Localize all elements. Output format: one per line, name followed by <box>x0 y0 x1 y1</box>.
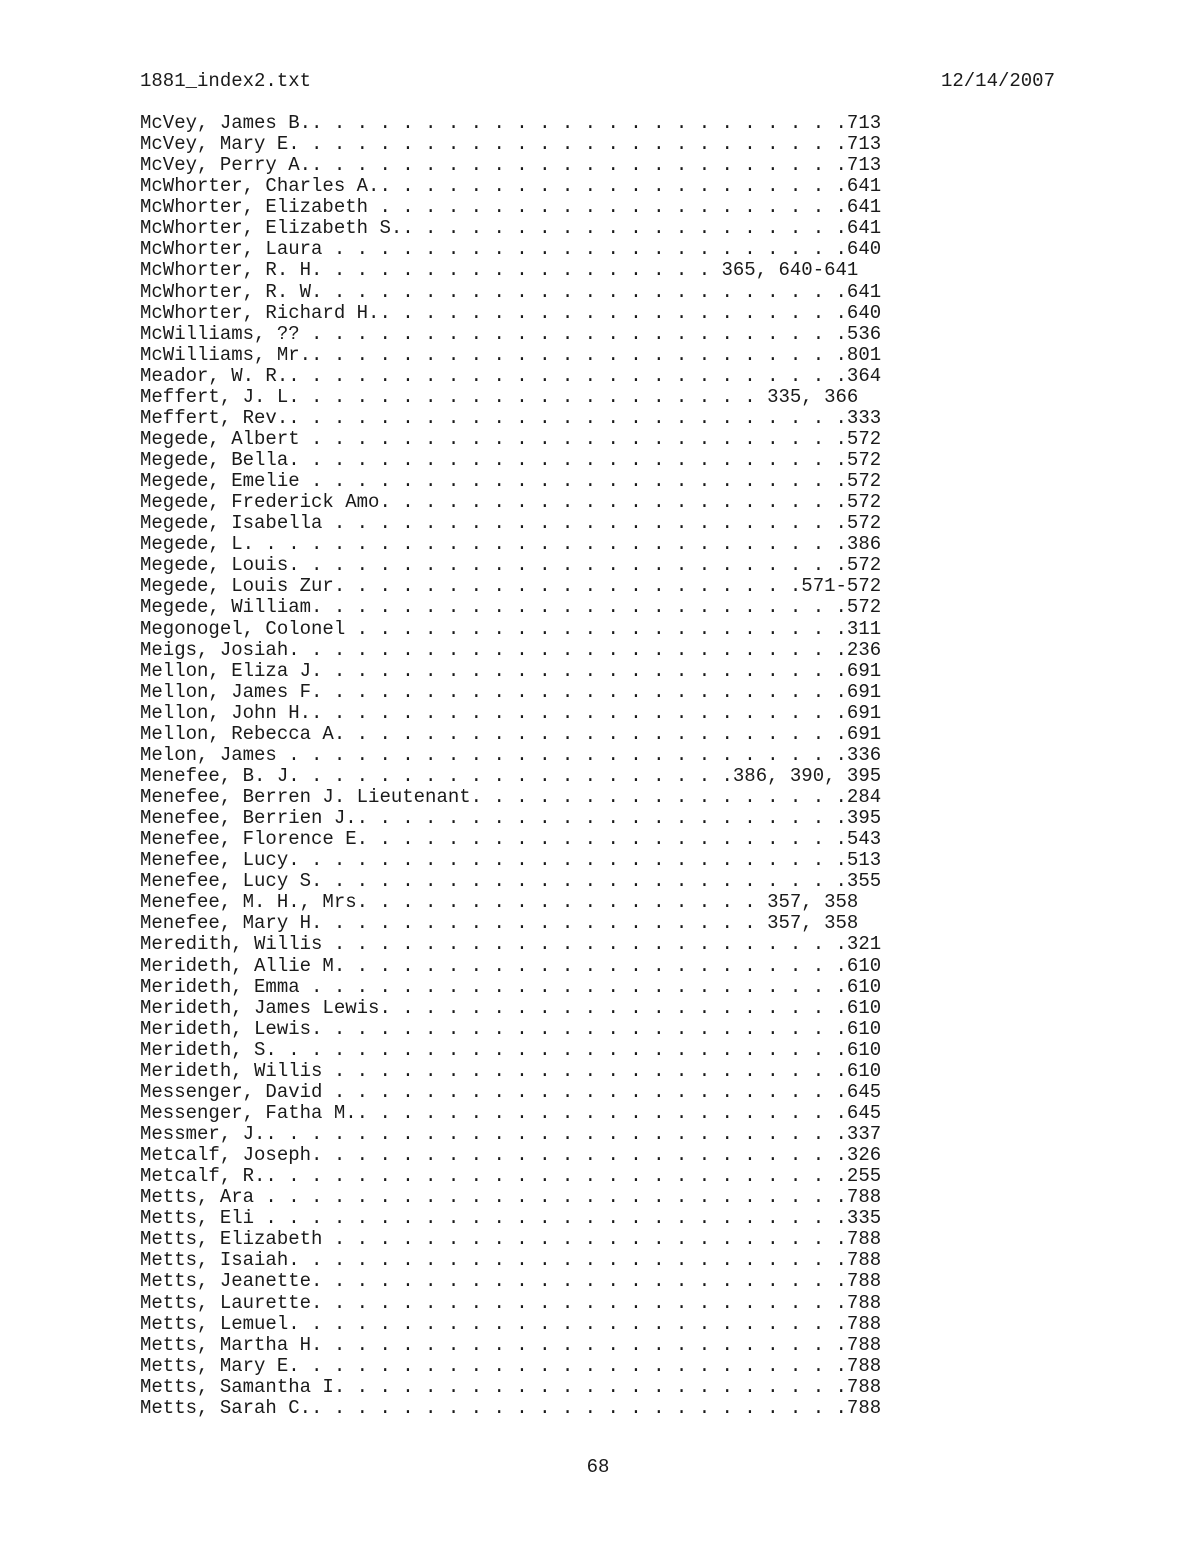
index-entry: Megede, Louis. . . . . . . . . . . . . . . . . . . . . . . . .572 <box>140 554 882 577</box>
index-entry: Megede, Louis Zur. . . . . . . . . . . . . . . . . . . . .571-572 <box>140 575 882 598</box>
print-date: 12/14/2007 <box>940 70 1055 92</box>
index-entry: Messenger, David . . . . . . . . . . . . . . . . . . . . . . .645 <box>140 1080 882 1103</box>
index-entry: Metts, Sarah C.. . . . . . . . . . . . . . . . . . . . . . . .788 <box>140 1396 882 1419</box>
index-entry: Menefee, Florence E. . . . . . . . . . . . . . . . . . . . . .543 <box>140 828 882 851</box>
index-entry: McWhorter, Laura . . . . . . . . . . . . . . . . . . . . . . .640 <box>140 238 882 261</box>
index-entry: Metts, Martha H. . . . . . . . . . . . . . . . . . . . . . . .788 <box>140 1333 882 1356</box>
index-entry: Metts, Isaiah. . . . . . . . . . . . . . . . . . . . . . . . .788 <box>140 1249 882 1272</box>
index-entry: Meredith, Willis . . . . . . . . . . . . . . . . . . . . . . .321 <box>140 933 882 956</box>
index-entry: Meigs, Josiah. . . . . . . . . . . . . . . . . . . . . . . . .236 <box>140 638 882 661</box>
index-entry: Megede, Frederick Amo. . . . . . . . . . . . . . . . . . . . .572 <box>140 491 882 514</box>
index-entry: McWhorter, Richard H.. . . . . . . . . . . . . . . . . . . . .640 <box>140 301 882 324</box>
index-entry: Messenger, Fatha M.. . . . . . . . . . . . . . . . . . . . . .645 <box>140 1101 882 1124</box>
index-entry: Meador, W. R.. . . . . . . . . . . . . . . . . . . . . . . . .364 <box>140 364 882 387</box>
index-entry: Menefee, Berrien J.. . . . . . . . . . . . . . . . . . . . . .395 <box>140 807 882 830</box>
index-entry: Metts, Elizabeth . . . . . . . . . . . . . . . . . . . . . . .788 <box>140 1228 882 1251</box>
index-entry: Merideth, S. . . . . . . . . . . . . . . . . . . . . . . . . .610 <box>140 1038 882 1061</box>
index-entry: McWhorter, Charles A.. . . . . . . . . . . . . . . . . . . . .641 <box>140 175 882 198</box>
index-entry: Menefee, Lucy. . . . . . . . . . . . . . . . . . . . . . . . .513 <box>140 849 882 872</box>
index-entry: Megede, Isabella . . . . . . . . . . . . . . . . . . . . . . .572 <box>140 512 882 535</box>
index-entry: Mellon, Rebecca A. . . . . . . . . . . . . . . . . . . . . . .691 <box>140 722 882 745</box>
file-name: 1881_index2.txt <box>140 70 312 92</box>
index-entry: Meffert, J. L. . . . . . . . . . . . . . . . . . . . . 335, 366 <box>140 385 859 408</box>
index-entry: Megede, Emelie . . . . . . . . . . . . . . . . . . . . . . . .572 <box>140 470 882 493</box>
index-entry: Merideth, Emma . . . . . . . . . . . . . . . . . . . . . . . .610 <box>140 975 882 998</box>
index-entry: McWilliams, Mr.. . . . . . . . . . . . . . . . . . . . . . . .801 <box>140 343 882 366</box>
index-entry: Metcalf, R.. . . . . . . . . . . . . . . . . . . . . . . . . .255 <box>140 1165 882 1188</box>
page-number: 68 <box>586 1456 610 1478</box>
index-entry: McWilliams, ?? . . . . . . . . . . . . . . . . . . . . . . . .536 <box>140 322 882 345</box>
index-entry: Megede, William. . . . . . . . . . . . . . . . . . . . . . . .572 <box>140 596 882 619</box>
index-entry: Metts, Eli . . . . . . . . . . . . . . . . . . . . . . . . . .335 <box>140 1207 882 1230</box>
index-entry: Megonogel, Colonel . . . . . . . . . . . . . . . . . . . . . .311 <box>140 617 882 640</box>
index-entry: McWhorter, R. W. . . . . . . . . . . . . . . . . . . . . . . .641 <box>140 280 882 303</box>
index-entry: Merideth, Lewis. . . . . . . . . . . . . . . . . . . . . . . .610 <box>140 1017 882 1040</box>
index-entries-list <box>140 113 881 1419</box>
index-entry: Merideth, James Lewis. . . . . . . . . . . . . . . . . . . . .610 <box>140 996 882 1019</box>
index-entry: Metts, Ara . . . . . . . . . . . . . . . . . . . . . . . . . .788 <box>140 1186 882 1209</box>
index-entry: McWhorter, Elizabeth S.. . . . . . . . . . . . . . . . . . . .641 <box>140 217 882 240</box>
index-entry: Menefee, M. H., Mrs. . . . . . . . . . . . . . . . . . 357, 358 <box>140 891 859 914</box>
index-entry: Mellon, John H.. . . . . . . . . . . . . . . . . . . . . . . .691 <box>140 701 882 724</box>
index-entry: Metts, Samantha I. . . . . . . . . . . . . . . . . . . . . . .788 <box>140 1375 882 1398</box>
index-entry: Menefee, Berren J. Lieutenant. . . . . . . . . . . . . . . . .284 <box>140 786 882 808</box>
index-entry: Merideth, Willis . . . . . . . . . . . . . . . . . . . . . . .610 <box>140 1059 882 1082</box>
index-entry: Metts, Laurette. . . . . . . . . . . . . . . . . . . . . . . .788 <box>140 1291 882 1314</box>
index-entry: Meffert, Rev.. . . . . . . . . . . . . . . . . . . . . . . . .333 <box>140 406 882 429</box>
index-entry: Menefee, Lucy S. . . . . . . . . . . . . . . . . . . . . . . .355 <box>140 870 882 893</box>
index-entry: McVey, Perry A.. . . . . . . . . . . . . . . . . . . . . . . .713 <box>140 154 882 177</box>
index-entry: Menefee, B. J. . . . . . . . . . . . . . . . . . . .386, 390, 395 <box>140 764 882 787</box>
index-entry: Metcalf, Joseph. . . . . . . . . . . . . . . . . . . . . . . .326 <box>140 1144 882 1167</box>
index-entry: Merideth, Allie M. . . . . . . . . . . . . . . . . . . . . . .610 <box>140 954 882 977</box>
index-entry: Metts, Mary E. . . . . . . . . . . . . . . . . . . . . . . . .788 <box>140 1354 882 1377</box>
index-entry: McVey, Mary E. . . . . . . . . . . . . . . . . . . . . . . . .713 <box>140 133 882 156</box>
index-entry: Mellon, James F. . . . . . . . . . . . . . . . . . . . . . . .691 <box>140 680 882 703</box>
index-entry: McWhorter, R. H. . . . . . . . . . . . . . . . . . 365, 640-641 <box>140 259 859 282</box>
index-entry: Melon, James . . . . . . . . . . . . . . . . . . . . . . . . .336 <box>140 743 882 766</box>
index-entry: Menefee, Mary H. . . . . . . . . . . . . . . . . . . . 357, 358 <box>140 912 859 935</box>
index-entry: McWhorter, Elizabeth . . . . . . . . . . . . . . . . . . . . .641 <box>140 196 882 219</box>
index-entry: McVey, James B.. . . . . . . . . . . . . . . . . . . . . . . .713 <box>140 112 882 134</box>
index-entry: Messmer, J.. . . . . . . . . . . . . . . . . . . . . . . . . .337 <box>140 1123 882 1145</box>
index-entry: Megede, Bella. . . . . . . . . . . . . . . . . . . . . . . . .572 <box>140 449 882 471</box>
index-entry: Metts, Jeanette. . . . . . . . . . . . . . . . . . . . . . . .788 <box>140 1270 882 1293</box>
index-entry: Megede, L. . . . . . . . . . . . . . . . . . . . . . . . . . .386 <box>140 533 882 556</box>
index-entry: Metts, Lemuel. . . . . . . . . . . . . . . . . . . . . . . . .788 <box>140 1312 882 1335</box>
index-entry: Mellon, Eliza J. . . . . . . . . . . . . . . . . . . . . . . .691 <box>140 659 882 682</box>
index-entry: Megede, Albert . . . . . . . . . . . . . . . . . . . . . . . .572 <box>140 427 882 450</box>
